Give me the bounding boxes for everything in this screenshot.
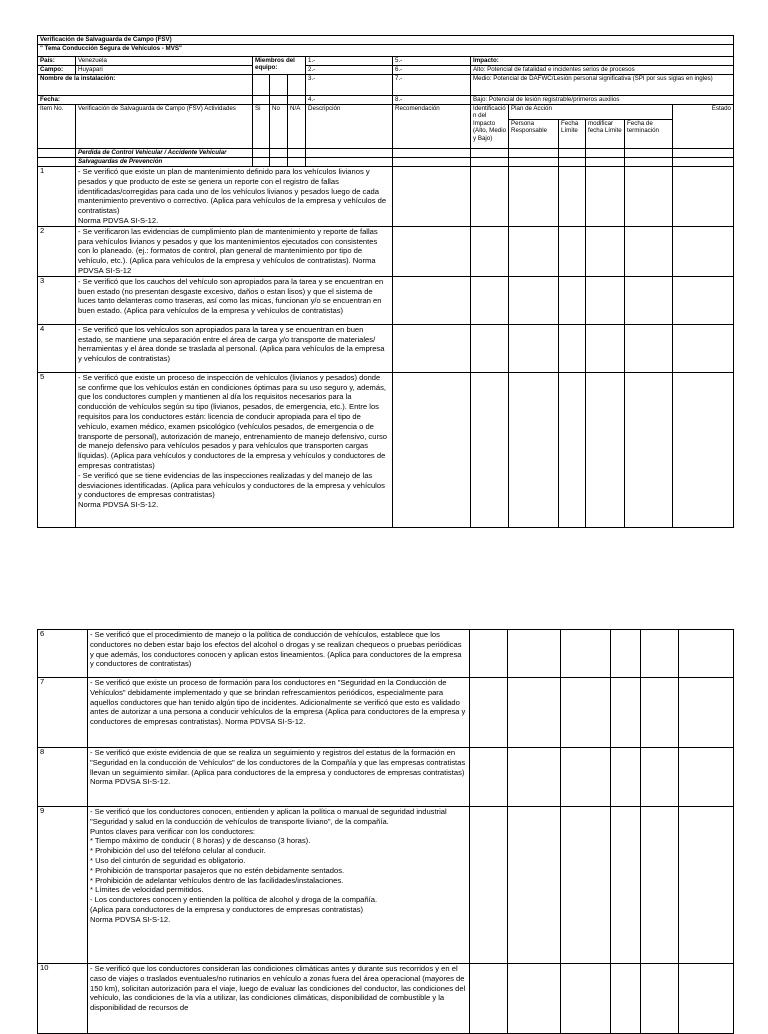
empty-cell [253, 96, 270, 105]
item-text: - Se verificó que existe un proceso de inspección de vehículos (livianos y pesados) donde se confirme que los vehículos están en condiciones óptimas para su uso seguro y, además, que los conductores cumplen y mantienen al día los requisitos necesarios para la conducción de vehículos según su tipo (livianos, pesados, de emergencia, etc.). Entre los requisitos para los conductores están: licencia de conducir apropiada para el tipo de vehículo, examen médico, examen psicológico (vehículos pesados, de emergencia o de transporte de personal), autorización de manejo, entrenamiento de manejo defensivo, curso de manejo defensivo para vehículos pesados y para vehículos que transporten cargas líquidas). (Aplica para vehículos y conductores de la empresa y vehículos y conductores de empresas contratistas) - Se verificó que se tiene evidencias de las inspecciones realizadas y del manejo de las desviaciones identificadas. (Aplica para vehículos y conductores de la empresa y vehículos y conductores de empresas contratistas) Norma PDVSA SI-S-12. [76, 372, 393, 527]
pais-value: Venezuela [76, 57, 253, 66]
item-number: 10 [38, 964, 88, 1034]
col-terminacion: Fecha de terminación [625, 120, 673, 149]
modificar-cell [611, 964, 641, 1034]
item-number: 3 [38, 276, 76, 324]
recomendacion-cell [393, 324, 471, 372]
modificar-cell [611, 748, 641, 807]
item-text: - Se verificó que existe un plan de mantenimiento definido para los vehículos livianos y pesados y que producto de este se genera un reporte con el registro de fallas identificadas/corregidas para cada uno de los vehículos livianos y pesados luego de cada mantenimiento preventivo o correctivo. (Aplica para vehículos de la empresa y vehículos de contratistas) Norma PDVSA SI-S-12. [76, 167, 393, 227]
modificar-cell [586, 226, 625, 276]
item-number: 7 [38, 678, 88, 748]
estado-cell [679, 807, 734, 964]
empty-cell [306, 158, 393, 167]
campo-value: Huyapari [76, 66, 253, 75]
col-recomendacion: Recomendación [393, 105, 471, 149]
member-4: 4.- [306, 96, 393, 105]
empty-cell [38, 158, 76, 167]
item-number: 9 [38, 807, 88, 964]
recomendacion-cell [393, 226, 471, 276]
form-subtitle: " Tema Conducción Segura de Vehículos - MVS" [38, 45, 734, 57]
item-number: 1 [38, 167, 76, 227]
impacto-bajo: Bajo: Potencial de lesión registrable/primeros auxilios [471, 96, 734, 105]
estado-cell [673, 226, 734, 276]
miembros-label: Miembros del equipo: [253, 57, 306, 75]
empty-cell [270, 149, 288, 158]
empty-cell [38, 149, 76, 158]
terminacion-cell [625, 167, 673, 227]
estado-cell [679, 630, 734, 678]
col-persona: Persona Responsable [509, 120, 559, 149]
empty-cell [586, 158, 625, 167]
section-perdida-control: Perdida de Control Vehicular / Accidente Vehicular [76, 149, 253, 158]
fsv-form-table-page-2 [37, 629, 734, 1034]
estado-cell [679, 748, 734, 807]
item-text: - Se verificó que el procedimiento de manejo o la política de conducción de vehículos, establece que los conductores no deben estar bajo los efectos del alcohol o drogas y se realizan chequeos o pruebas periódicas y que además, los conductores conocen y aplican estos lineamientos. (Aplica para conductores de la empresa y conductores de contratistas) [88, 630, 470, 678]
col-item: Item No. [38, 105, 76, 149]
fecha-limite-cell [559, 324, 586, 372]
modificar-cell [586, 324, 625, 372]
item-text: - Se verificó que los conductores consideran las condiciones climáticas antes y durante sus recorridos y en el caso de viajes o traslados eventuales/no rutinarios en vehículo a zonas fuera del área operacional (mayores de 150 km), solicitan autorización para el viaje, luego de evaluar las condiciones del conductor, las condiciones del vehículo, las condiciones de la vía a utilizar, las condiciones climáticas, disponibilidad de combustible y la disponibilidad de recursos de [88, 964, 470, 1034]
fecha-limite-cell [561, 964, 611, 1034]
persona-cell [508, 678, 561, 748]
identificacion-cell [471, 226, 509, 276]
empty-cell [625, 158, 673, 167]
col-no: No [270, 105, 288, 149]
pais-label: País: [38, 57, 76, 66]
terminacion-cell [625, 226, 673, 276]
identificacion-cell [470, 964, 508, 1034]
member-5: 5.- [393, 57, 471, 66]
empty-cell [253, 158, 270, 167]
col-na: N/A [288, 105, 306, 149]
item-text: - Se verificó que existe un proceso de formación para los conductores en "Seguridad en la Conducción de Vehículos" debidamente implementado y que se brindan refrescamientos periódicos, especialmente para aquellos conductores que han tenido algún tipo de incidentes. Adicionalmente se verificó que esto es validado antes de autorizar a una persona a conducir vehículos de la empresa (Aplica para conductores de la empresa y conductores de empresas contratistas). Norma PDVSA SI-S-12. [88, 678, 470, 748]
col-modificar: modificar fecha Límite [586, 120, 625, 149]
empty-cell [288, 158, 306, 167]
col-estado: Estado [673, 105, 734, 149]
estado-cell [673, 276, 734, 324]
col-fecha-limite: Fecha Límite [559, 120, 586, 149]
terminacion-cell [625, 372, 673, 527]
empty-cell [673, 149, 734, 158]
empty-cell [509, 158, 559, 167]
empty-cell [471, 158, 509, 167]
col-verificacion: Verificación de Salvaguarda de Campo (FSV) Actividades [76, 105, 253, 149]
persona-cell [509, 276, 559, 324]
col-identificacion: Identificación del Impacto (Alto, Medio y Bajo) [471, 105, 509, 149]
recomendacion-cell [393, 276, 471, 324]
item-text: - Se verificó que los cauchos del vehículo son apropiados para la tarea y se encuentran en buen estado (no presentan desgaste excesivo, daños o estan lisos) y que el sistema de luces tanto delanteras como traseras, así como las micas, funcionan y/o se encuentran en buen estado. (Aplica para vehículos de la empresa y vehículos de contratistas) [76, 276, 393, 324]
item-text: - Se verificó que los vehículos son apropiados para la tarea y se encuentran en buen estado, se mantiene una separación entre el área de carga y/o transporte de materiales/ herramientas y el área donde se traslada al personal. (Aplica para vehículos de la empresa y vehículos de contratistas) [76, 324, 393, 372]
identificacion-cell [471, 276, 509, 324]
campo-label: Campo: [38, 66, 76, 75]
empty-cell [288, 96, 306, 105]
item-number: 5 [38, 372, 76, 527]
instalacion-label: Nombre de la instalación: [38, 75, 253, 96]
identificacion-cell [471, 167, 509, 227]
member-2: 2.- [306, 66, 393, 75]
empty-cell [288, 149, 306, 158]
empty-cell [270, 96, 288, 105]
persona-cell [508, 964, 561, 1034]
terminacion-cell [641, 748, 679, 807]
item-text: - Se verificó que los conductores conocen, entienden y aplican la política o manual de seguridad industrial "Seguridad y salud en la conducción de vehículos de transporte liviano", de la compañía. Puntos claves para verificar con los conductores: * Tiempo máximo de conducir ( 8 horas) y de descanso (3 horas). * Prohibición del uso del teléfono celular al conducir. * Uso del cinturón de seguridad es obligatorio. * Prohibición de transportar pasajeros que no estén debidamente sentados. * Prohibición de adelantar vehículos dentro de las facilidades/instalaciones. * Límites de velocidad permitidos. - Los conductores conocen y entienden la política de alcohol y droga de la compañía. (Aplica para conductores de la empresa y conductores de empresas contratistas) Norma PDVSA SI-S-12. [88, 807, 470, 964]
fecha-limite-cell [559, 167, 586, 227]
empty-cell [625, 149, 673, 158]
recomendacion-cell [393, 372, 471, 527]
empty-cell [306, 149, 393, 158]
estado-cell [673, 324, 734, 372]
identificacion-cell [471, 372, 509, 527]
empty-cell [393, 149, 471, 158]
section-salvaguardas: Salvaguardas de Prevención [76, 158, 253, 167]
empty-cell [673, 158, 734, 167]
terminacion-cell [625, 324, 673, 372]
col-descripcion: Descripción [306, 105, 393, 149]
fecha-limite-cell [559, 372, 586, 527]
fecha-limite-cell [559, 276, 586, 324]
terminacion-cell [641, 964, 679, 1034]
persona-cell [508, 807, 561, 964]
persona-cell [509, 324, 559, 372]
persona-cell [508, 748, 561, 807]
member-1: 1.- [306, 57, 393, 66]
item-number: 2 [38, 226, 76, 276]
item-number: 4 [38, 324, 76, 372]
persona-cell [508, 630, 561, 678]
col-plan-accion: Plan de Acción [509, 105, 673, 120]
terminacion-cell [641, 678, 679, 748]
persona-cell [509, 372, 559, 527]
impacto-alto: Alto: Potencial de fatalidad e incidentes serios de procesos [471, 66, 734, 75]
item-text: - Se verificaron las evidencias de cumplimiento plan de mantenimiento y reporte de fallas para vehículos livianos y pesados y que los mantenimientos ejecutados con consistentes con lo planeado. (ej.: formatos de control, plan general de mantenimiento por tipo de vehículo, etc.). (Aplica para vehículos de la empresa y vehículos de contratistas). Norma PDVSA SI-S-12 [76, 226, 393, 276]
estado-cell [679, 678, 734, 748]
modificar-cell [586, 167, 625, 227]
item-number: 8 [38, 748, 88, 807]
identificacion-cell [471, 324, 509, 372]
empty-cell [559, 158, 586, 167]
empty-cell [270, 158, 288, 167]
member-6: 6.- [393, 66, 471, 75]
fsv-form-table-page-1 [37, 35, 734, 528]
estado-cell [679, 964, 734, 1034]
fecha-limite-cell [561, 630, 611, 678]
modificar-cell [611, 807, 641, 964]
impacto-medio: Medio: Potencial de DAFWC/Lesión personal significativa (SPI por sus siglas en ingles) [471, 75, 734, 96]
persona-cell [509, 226, 559, 276]
persona-cell [509, 167, 559, 227]
fecha-limite-cell [561, 748, 611, 807]
empty-cell [253, 75, 270, 96]
modificar-cell [586, 276, 625, 324]
member-3: 3.- [306, 75, 393, 96]
empty-cell [471, 149, 509, 158]
empty-cell [288, 75, 306, 96]
fecha-limite-cell [559, 226, 586, 276]
identificacion-cell [470, 807, 508, 964]
empty-cell [509, 149, 559, 158]
member-7: 7.- [393, 75, 471, 96]
col-si: Si [253, 105, 270, 149]
fecha-limite-cell [561, 807, 611, 964]
item-number: 6 [38, 630, 88, 678]
member-8: 8.- [393, 96, 471, 105]
empty-cell [270, 75, 288, 96]
empty-cell [393, 158, 471, 167]
empty-cell [253, 149, 270, 158]
empty-cell [559, 149, 586, 158]
modificar-cell [611, 678, 641, 748]
identificacion-cell [470, 678, 508, 748]
modificar-cell [586, 372, 625, 527]
fecha-label: Fecha: [38, 96, 253, 105]
fecha-limite-cell [561, 678, 611, 748]
identificacion-cell [470, 748, 508, 807]
form-title: Verificación de Salvaguarda de Campo (FSV) [38, 36, 734, 45]
item-text: - Se verificó que existe evidencia de que se realiza un seguimiento y registros del estatus de la formación en "Seguridad en la conducción de Vehículos" de los conductores de la Compañía y que las empresas contratistas llevan un seguimiento similar. (Aplica para conductores de la empresa y conductores de empresas contratistas) Norma PDVSA SI-S-12. [88, 748, 470, 807]
estado-cell [673, 167, 734, 227]
recomendacion-cell [393, 167, 471, 227]
modificar-cell [611, 630, 641, 678]
terminacion-cell [625, 276, 673, 324]
terminacion-cell [641, 630, 679, 678]
terminacion-cell [641, 807, 679, 964]
identificacion-cell [470, 630, 508, 678]
empty-cell [586, 149, 625, 158]
impacto-label: Impacto: [471, 57, 734, 66]
estado-cell [673, 372, 734, 527]
